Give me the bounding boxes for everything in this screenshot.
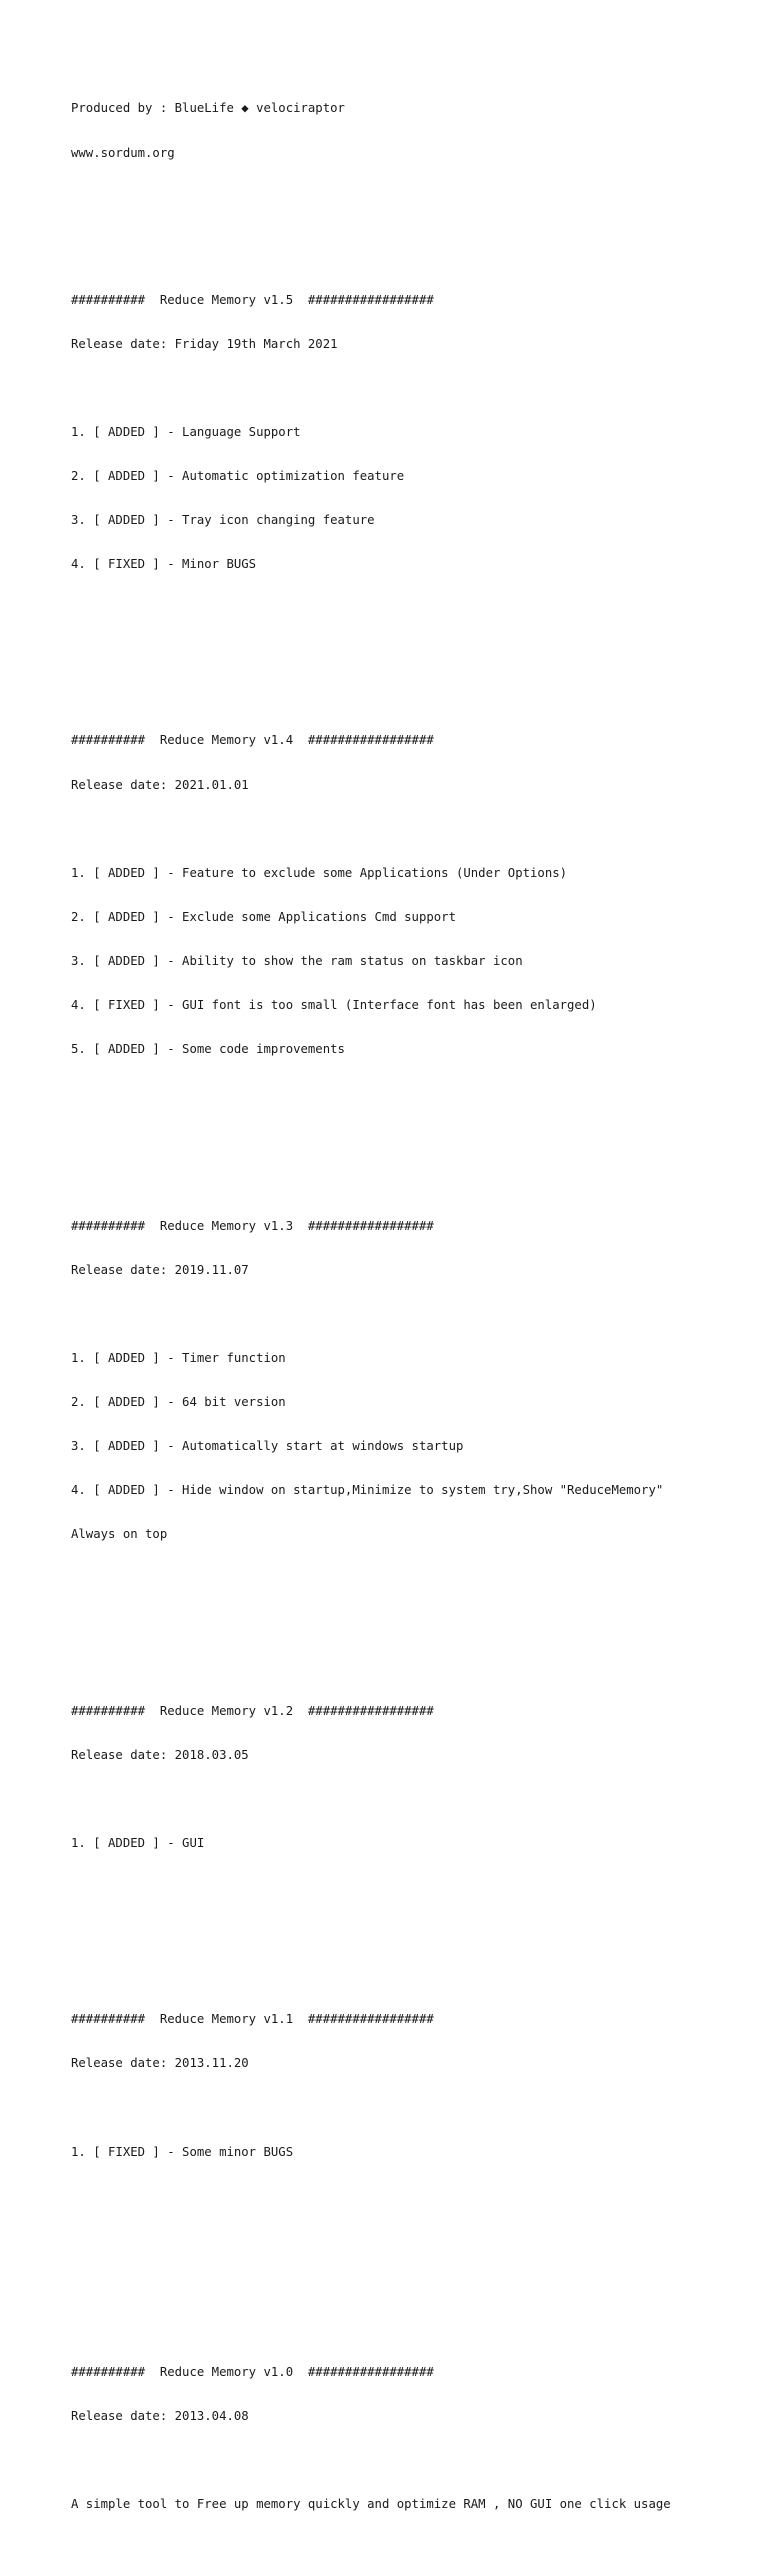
produced-by-line: Produced by : BlueLife ◆ velociraptor (71, 101, 345, 116)
blank-line (71, 2233, 761, 2248)
blank-line (71, 2189, 761, 2204)
release-section (71, 1983, 761, 2277)
changelog-item: 1. [ ADDED ] - GUI (71, 1835, 205, 1850)
release-heading: ########## Reduce Memory v1.2 ################# (71, 1703, 434, 1718)
blank-line (71, 1571, 761, 1586)
release-date: Release date: 2013.04.08 (71, 2409, 249, 2424)
changelog-item: 1. [ ADDED ] - Language Support (71, 424, 301, 439)
release-section (71, 1674, 761, 1924)
release-description: A simple tool to Free up memory quickly and optimize RAM , NO GUI one click usage (71, 2497, 671, 2512)
blank-line (71, 822, 761, 837)
changelog-item: 1. [ FIXED ] - Some minor BUGS (71, 2144, 294, 2159)
blank-line (71, 2453, 761, 2468)
release-date: Release date: 2021.01.01 (71, 777, 249, 792)
changelog-item: 4. [ FIXED ] - GUI font is too small (Interface font has been enlarged) (71, 998, 597, 1013)
changelog-item: 2. [ ADDED ] - Exclude some Applications Cmd support (71, 909, 456, 924)
website-line: www.sordum.org (71, 145, 175, 160)
changelog-item: 4. [ FIXED ] - Minor BUGS (71, 557, 257, 572)
changelog-item: 3. [ ADDED ] - Automatically start at windows startup (71, 1439, 464, 1453)
changelog-item: 2. [ ADDED ] - 64 bit version (71, 1394, 286, 1409)
release-section (71, 2336, 761, 2542)
release-heading: ########## Reduce Memory v1.5 ################# (71, 292, 434, 307)
release-section (71, 263, 761, 645)
release-date: Release date: 2013.11.20 (71, 2056, 249, 2071)
release-date: Release date: 2019.11.07 (71, 1262, 249, 1277)
changelog-item: 1. [ ADDED ] - Timer function (71, 1350, 286, 1365)
changelog-item: 4. [ ADDED ] - Hide window on startup,Minimize to system try,Show "ReduceMemory" (71, 1483, 664, 1498)
changelog-item: 5. [ ADDED ] - Some code improvements (71, 1042, 345, 1057)
blank-line (71, 1086, 761, 1101)
release-heading: ########## Reduce Memory v1.1 ################# (71, 2012, 434, 2027)
changelog-item: 1. [ ADDED ] - Feature to exclude some Applications (Under Options) (71, 865, 568, 880)
release-section (71, 1189, 761, 1615)
blank-line (71, 1307, 761, 1322)
blank-line (71, 381, 761, 396)
changelog-item: 2. [ ADDED ] - Automatic optimization feature (71, 468, 405, 483)
release-section (71, 704, 761, 1130)
blank-line (71, 1880, 761, 1895)
changelog-item: 3. [ ADDED ] - Ability to show the ram status on taskbar icon (71, 953, 523, 968)
release-date: Release date: Friday 19th March 2021 (71, 336, 338, 351)
changelog-document (71, 72, 761, 2556)
blank-line (71, 190, 761, 205)
changelog-item: 3. [ ADDED ] - Tray icon changing feature (71, 512, 375, 527)
release-date: Release date: 2018.03.05 (71, 1747, 249, 1762)
blank-line (71, 1792, 761, 1807)
release-heading: ########## Reduce Memory v1.3 ################# (71, 1218, 434, 1233)
release-heading: ########## Reduce Memory v1.4 ################# (71, 733, 434, 748)
blank-line (71, 2100, 761, 2115)
release-heading: ########## Reduce Memory v1.0 ################# (71, 2365, 434, 2380)
changelog-item-continuation: Always on top (71, 1527, 168, 1542)
blank-line (71, 601, 761, 616)
